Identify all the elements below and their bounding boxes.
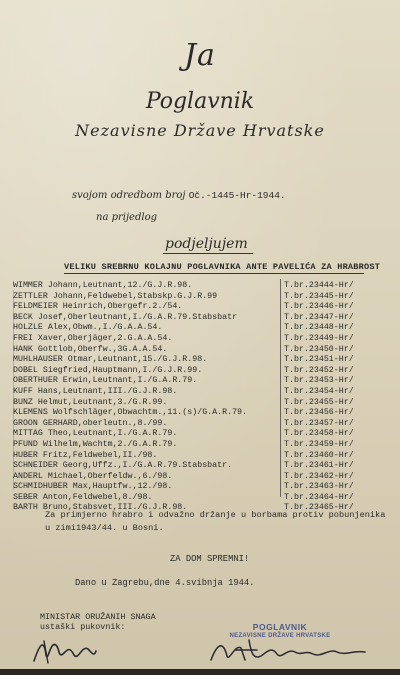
recipient-ref: T.br.23465-Hr/ bbox=[284, 503, 354, 513]
recipient-ref: T.br.23446-Hr/ bbox=[284, 302, 354, 312]
stamp-line2: NEZAVISNE DRŽAVE HRVATSKE bbox=[229, 633, 331, 639]
recipient-names bbox=[13, 281, 293, 514]
recipient-name: KUFF Hans,Leutnant,III./G.J.R.98. bbox=[13, 386, 178, 396]
recipient-name: BARTH Bruno,Stabsvet,III./G.J.R.98. bbox=[13, 503, 188, 513]
grant-underline bbox=[163, 253, 253, 254]
recipient-name: DÖBEL Siegfried,Hauptmann,I./G.J.R.99. bbox=[13, 365, 203, 375]
recipient-ref: T.br.23444-Hr/ bbox=[284, 281, 354, 290]
decree-prefix: svojom odredbom broj bbox=[72, 190, 186, 201]
recipient-name: HÖLZLE Alex,Obwm.,I./G.A.A.54. bbox=[13, 323, 163, 333]
recipient-name: SCHMIDHUBER Max,Hauptfw.,12./98. bbox=[13, 482, 173, 492]
recipient-ref: T.br.23461-Hr/ bbox=[284, 461, 354, 471]
recipient-ref: T.br.23449-Hr/ bbox=[284, 333, 354, 343]
recipient-name: SEBER Anton,Feldwebel,8./98. bbox=[13, 492, 153, 502]
recipient-name: PFUND Wilhelm,Wachtm,2./G.A.R.79. bbox=[13, 439, 178, 449]
proposal-line: na prijedlog bbox=[96, 212, 158, 223]
recipient-ref: T.br.23458-Hr/ bbox=[284, 429, 354, 439]
recipient-ref: T.br.23457-Hr/ bbox=[284, 418, 354, 428]
recipient-ref: T.br.23459-Hr/ bbox=[284, 439, 354, 449]
page-bottom-edge bbox=[0, 669, 400, 675]
recipient-ref: T.br.23460-Hr/ bbox=[284, 450, 354, 460]
recipient-ref: T.br.23448-Hr/ bbox=[284, 323, 354, 333]
recipient-name: GROON GERHARD,oberleutn.,8./99. bbox=[13, 418, 168, 428]
recipient-refs bbox=[284, 281, 394, 514]
recipient-name: BECK Josef,Oberleutnant,I./G.A.R.79.Stabsbatr bbox=[13, 312, 238, 322]
minister-block bbox=[40, 612, 156, 632]
recipient-name: WIMMER Johann,Leutnant,12./G.J.R.98. bbox=[13, 281, 193, 290]
recipient-ref: T.br.23463-Hr/ bbox=[284, 482, 354, 492]
recipient-name: FELDMEIER Heinrich,Obergefr.2./54. bbox=[13, 302, 183, 312]
recipient-ref: T.br.23453-Hr/ bbox=[284, 376, 354, 386]
poglavnik-signature bbox=[205, 630, 375, 670]
recipient-name: OBERTHUER Erwin,Leutnant,I./G.A.R.79. bbox=[13, 376, 198, 386]
recipient-ref: T.br.23450-Hr/ bbox=[284, 344, 354, 354]
decree-line bbox=[72, 190, 286, 201]
minister-rank: ustaški pukovnik: bbox=[40, 622, 126, 632]
stamp-line1: POGLAVNIK bbox=[252, 622, 308, 632]
grant-word: podjeljujem bbox=[165, 236, 248, 252]
minister-title: MINISTAR ORUŽANIH SNAGA bbox=[40, 612, 156, 622]
recipient-name: SCHNEIDER Georg,Uffz.,I./G.A.R.79.Stabsbatr. bbox=[13, 461, 233, 471]
recipient-ref: T.br.23452-Hr/ bbox=[284, 365, 354, 375]
recipient-ref: T.br.23447-Hr/ bbox=[284, 312, 354, 322]
recipient-ref: T.br.23464-Hr/ bbox=[284, 492, 354, 502]
title-ja: Ja bbox=[184, 38, 216, 73]
award-underline bbox=[64, 273, 364, 274]
recipient-name: HANK Gottlob,Oberfw.,3G.A.A.54. bbox=[13, 344, 168, 354]
salute: ZA DOM SPREMNI! bbox=[170, 554, 250, 564]
recipient-ref: T.br.23462-Hr/ bbox=[284, 471, 354, 481]
recipient-ref: T.br.23456-Hr/ bbox=[284, 408, 354, 418]
recipient-name: BUNZ Helmut,Leutnant,3./G.R.99. bbox=[13, 397, 168, 407]
recipient-name: KLEMENS Wolfschläger,Obwachtm.,11.(s)/G.A.R.79. bbox=[13, 408, 248, 418]
recipient-name: ZETTLER Johann,Feldwebel,Stabskp.G.J.R.99 bbox=[13, 291, 218, 301]
recipient-name: MITTAG Theo,Leutnant,I./G.A.R.79. bbox=[13, 429, 178, 439]
recipient-ref: T.br.23454-Hr/ bbox=[284, 386, 354, 396]
title-state: Nezavisne Države Hrvatske bbox=[75, 121, 325, 140]
award-title: VELIKU SREBRNU KOLAJNU POGLAVNIKA ANTE PAVELIĆA ZA HRABROST bbox=[64, 262, 381, 272]
date-line: Dano u Zagrebu,dne 4.svibnja 1944. bbox=[75, 578, 255, 588]
title-poglavnik: Poglavnik bbox=[145, 89, 255, 114]
recipient-name: ANDERL Michael,Oberfeldw.,6./98. bbox=[13, 471, 173, 481]
recipient-ref: T.br.23445-Hr/ bbox=[284, 291, 354, 301]
recipient-name: HUBER Fritz,Feldwebel,II./98. bbox=[13, 450, 158, 460]
recipient-ref: T.br.23451-Hr/ bbox=[284, 355, 354, 365]
recipient-name: FREI Xaver,Oberjäger,2.G.A.A.54. bbox=[13, 333, 173, 343]
citation-paragraph: Za primjerno hrabro i odvažno držanje u borbama protiv pobunjenika u zimi1943/44. u Bosni. bbox=[45, 510, 386, 533]
recipient-ref: T.br.23455-Hr/ bbox=[284, 397, 354, 407]
decree-number: Oč.-1445-Hr-1944. bbox=[188, 190, 286, 201]
minister-signature bbox=[30, 635, 100, 667]
recipient-name: MÜHLHAUSER Otmar,Leutnant,15./G.J.R.98. bbox=[13, 355, 208, 365]
